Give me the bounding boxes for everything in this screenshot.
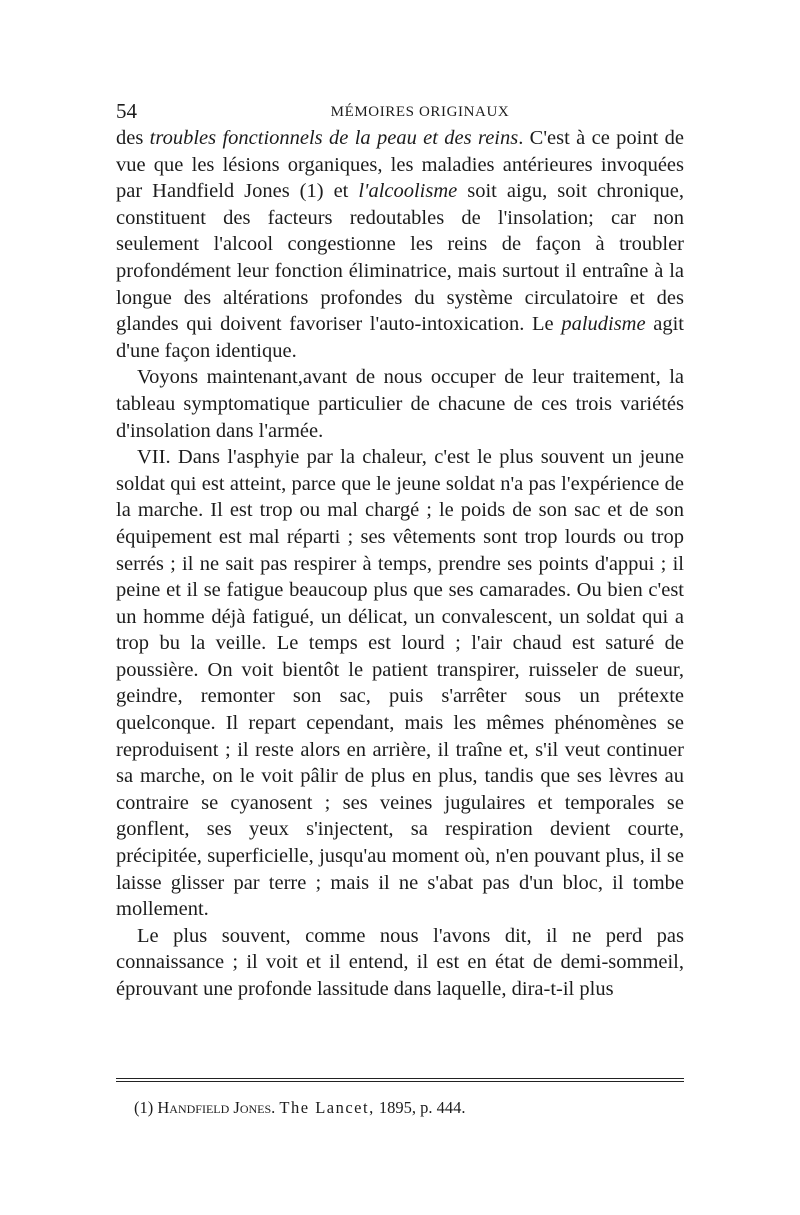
footnote-divider <box>116 1078 684 1079</box>
paragraph <box>116 444 684 923</box>
text-run: soit aigu, soit chronique, constituent des facteurs redoutables de l'insolation; car non seulement l'alcool congestionne les reins de façon à troubler profondément leur fonction éliminatrice, mais surtout il entraîne à la longue des altérations profondes du système circulatoire et des glandes qui doivent favoriser l'auto-intoxication. Le <box>116 180 684 336</box>
text-run: . C'est à ce point de vue que les lésions organiques, les maladies antérieures invoquées par Handfield Jones (1) et <box>116 127 684 203</box>
running-head <box>116 98 684 126</box>
italic-text: troubles fonctionnels de la peau et des reins <box>149 127 519 149</box>
footnote-journal: The Lancet, <box>279 1098 375 1117</box>
paragraph <box>116 364 684 444</box>
footnote <box>134 1097 684 1119</box>
text-run: Le plus souvent, comme nous l'avons dit, il ne perd pas connaissance ; il voit et il entend, il est en état de demi-sommeil, éprouvant une profonde lassitude dans laquelle, dira-t-il plus <box>116 924 684 1000</box>
text-run: des <box>116 127 150 149</box>
footnote-divider <box>116 1081 684 1082</box>
italic-text: l'alcoolisme <box>358 180 458 203</box>
header-title: MÉMOIRES ORIGINAUX <box>330 104 510 120</box>
footnote-year-page: 1895, p. 444. <box>378 1098 466 1117</box>
text-run: Voyons maintenant,avant de nous occuper de leur traitement, la tableau symptomatique particulier de chacune de ces trois variétés d'insolation dans l'armée. <box>116 366 684 442</box>
paragraph <box>116 923 684 1003</box>
text-run: agit d'une façon identique. <box>116 313 684 362</box>
footnote-marker: (1) <box>134 1098 154 1117</box>
paragraph <box>116 125 684 364</box>
italic-text: paludisme <box>561 313 646 336</box>
text-run: VII. Dans l'asphyie par la chaleur, c'est le plus souvent un jeune soldat qui est atteint, parce que le jeune soldat n'a pas l'expérience de la marche. Il est trop ou mal chargé ; le poids de son sac et de son équipement est mal réparti ; ses vêtements sont trop lourds ou trop serrés ; il ne sait pas respirer à temps, prendre ses points d'appui ; il peine et il se fatigue beaucoup plus que ses camarades. Ou bien c'est un homme déjà fatigué, un délicat, un convalescent, un soldat qui a trop bu la veille. Le temps est lourd ; l'air chaud est saturé de poussière. On voit bientôt le patient transpirer, ruisseler de sueur, geindre, remonter son sac, puis s'arrêter sous un prétexte quelconque. Il repart cependant, mais les mêmes phénomènes se reproduisent ; il reste alors en arrière, il traîne et, s'il veut continuer sa marche, on le voit pâlir de plus en plus, tandis que ses lèvres au contraire se cyanosent ; ses veines jugulaires et temporales se gonflent, ses yeux s'injectent, sa respiration devient courte, précipitée, superficielle, jusqu'au moment où, n'en pouvant plus, il se laisse glisser par terre ; mais il ne s'abat pas d'un bloc, il tombe mollement. <box>116 446 684 921</box>
page-number: 54 <box>116 99 137 123</box>
body-text <box>116 125 684 1003</box>
footnote-author: Handfield Jones. <box>157 1098 276 1117</box>
